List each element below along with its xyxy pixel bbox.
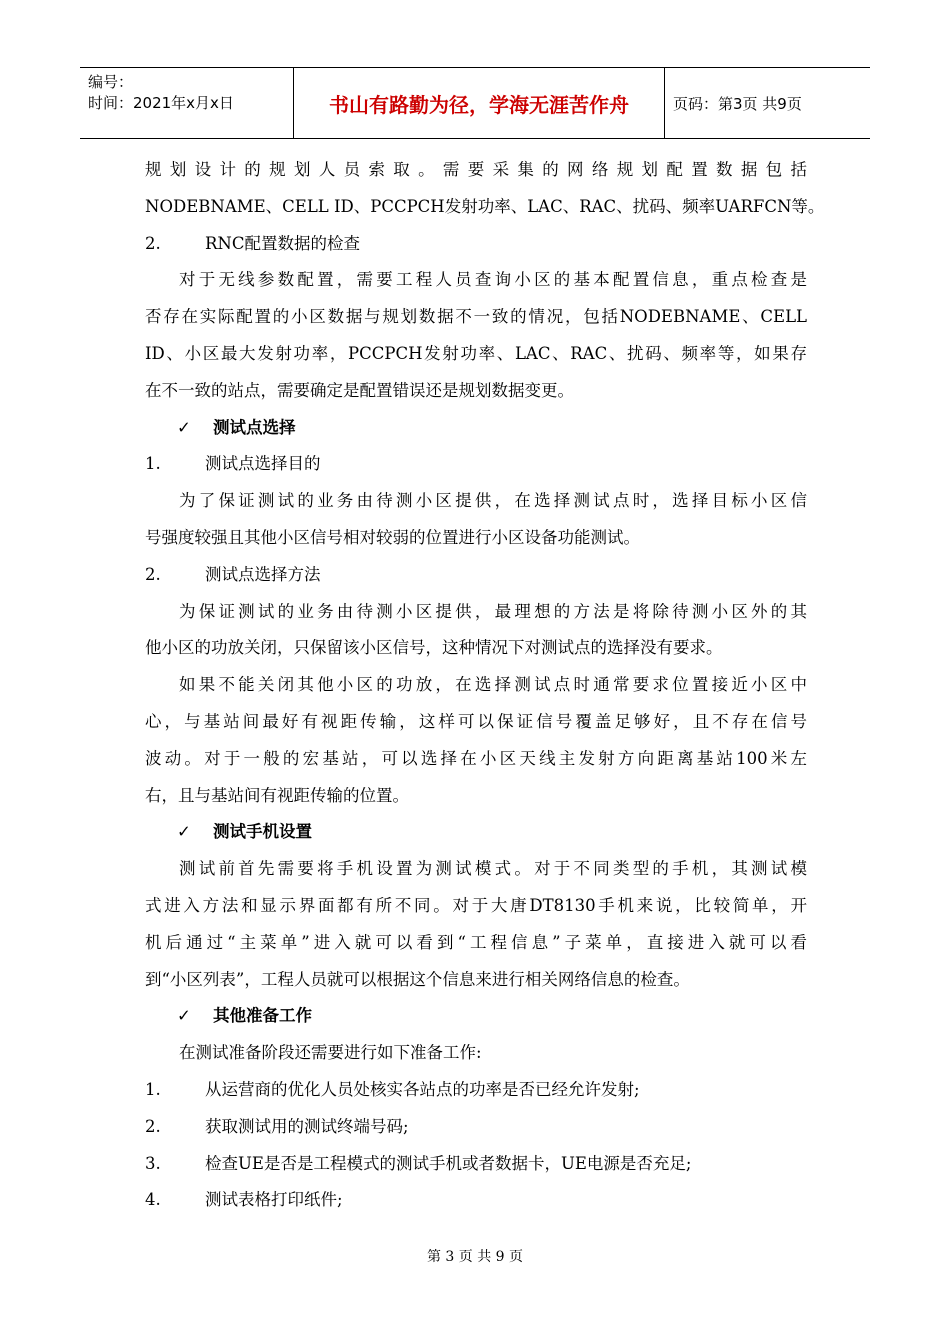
paragraph-line: 如果不能关闭其他小区的功放，在选择测试点时通常要求位置接近小区中 [179,675,807,695]
numbered-item [145,1146,807,1183]
item-text: 检查UE是否是工程模式的测试手机或者数据卡，UE电源是否充足; [205,1153,692,1173]
paragraph-line: 他小区的功放关闭，只保留该小区信号，这种情况下对测试点的选择没有要求。 [145,638,723,658]
paragraph-line: 右，且与基站间有视距传输的位置。 [145,785,409,805]
paragraph-line: 机后通过“主菜单”进入就可以看到“工程信息”子菜单，直接进入就可以看 [145,932,807,952]
item-number: 2. [145,564,161,584]
paragraph-line: 到“小区列表”，工程人员就可以根据这个信息来进行相关网络信息的检查。 [145,969,690,989]
header-motto: 书山有路勤为径，学海无涯苦作舟 [294,68,665,138]
time-label: 时间：2021年x月x日 [88,94,234,112]
numbered-item [145,446,807,483]
item-text: 测试点选择目的 [205,454,321,474]
paragraph-line: 心，与基站间最好有视距传输，这样可以保证信号覆盖足够好，且不存在信号 [145,711,807,731]
paragraph-line: 在不一致的站点，需要确定是配置错误还是规划数据变更。 [145,380,574,400]
item-text: 测试点选择方法 [205,564,321,584]
numbered-item [145,557,807,594]
item-number: 1. [145,1079,161,1099]
numbered-item [145,1109,807,1146]
check-icon: ✓ [177,1006,191,1026]
item-number: 2. [145,1116,161,1136]
serial-label: 编号： [88,73,134,91]
paragraph-line: 在测试准备阶段还需要进行如下准备工作: [179,1043,482,1063]
header-page-info: 页码：第3页 共9页 [673,94,802,113]
item-text: 测试表格打印纸件; [205,1190,343,1210]
paragraph-line: 号强度较强且其他小区信号相对较弱的位置进行小区设备功能测试。 [145,527,640,547]
heading-text: 测试手机设置 [213,822,312,842]
item-number: 4. [145,1190,161,1210]
item-number: 1. [145,454,161,474]
paragraph-line: 式进入方法和显示界面都有所不同。对于大唐DT8130手机来说，比较简单，开 [145,895,807,915]
heading-text: 其他准备工作 [213,1006,312,1026]
paragraph-line: 否存在实际配置的小区数据与规划数据不一致的情况，包括NODEBNAME、CELL [145,307,807,327]
document-body [145,152,825,1219]
section-heading [145,814,807,851]
item-text: 获取测试用的测试终端号码; [205,1116,409,1136]
numbered-item [145,1072,807,1109]
section-heading [145,410,807,447]
item-text: 从运营商的优化人员处核实各站点的功率是否已经允许发射; [205,1079,640,1099]
paragraph-line: 规划设计的规划人员索取。需要采集的网络规划配置数据包括 [145,160,807,179]
item-number: 3. [145,1153,161,1173]
page-header [80,67,870,139]
paragraph-line: 测试前首先需要将手机设置为测试模式。对于不同类型的手机，其测试模 [179,859,807,879]
page-footer: 第 3 页 共 9 页 [426,1249,524,1265]
paragraph-line: ID、小区最大发射功率，PCCPCH发射功率、LAC、RAC、扰码、频率等，如果存 [145,343,807,363]
paragraph-line: 对于无线参数配置，需要工程人员查询小区的基本配置信息，重点检查是 [179,270,807,290]
numbered-item [145,226,807,263]
numbered-item [145,1182,807,1219]
paragraph-line: NODEBNAME、CELL ID、PCCPCH发射功率、LAC、RAC、扰码、频率UARFCN等。 [145,196,825,216]
paragraph-line: 为了保证测试的业务由待测小区提供，在选择测试点时，选择目标小区信 [179,491,807,511]
check-icon: ✓ [177,822,191,842]
section-heading [145,998,807,1035]
paragraph-line: 波动。对于一般的宏基站，可以选择在小区天线主发射方向距离基站100米左 [145,748,807,768]
item-text: RNC配置数据的检查 [205,233,360,253]
header-meta [80,68,294,138]
heading-text: 测试点选择 [213,417,296,437]
item-number: 2. [145,233,161,253]
paragraph-line: 为保证测试的业务由待测小区提供，最理想的方法是将除待测小区外的其 [179,601,807,621]
check-icon: ✓ [177,417,191,437]
